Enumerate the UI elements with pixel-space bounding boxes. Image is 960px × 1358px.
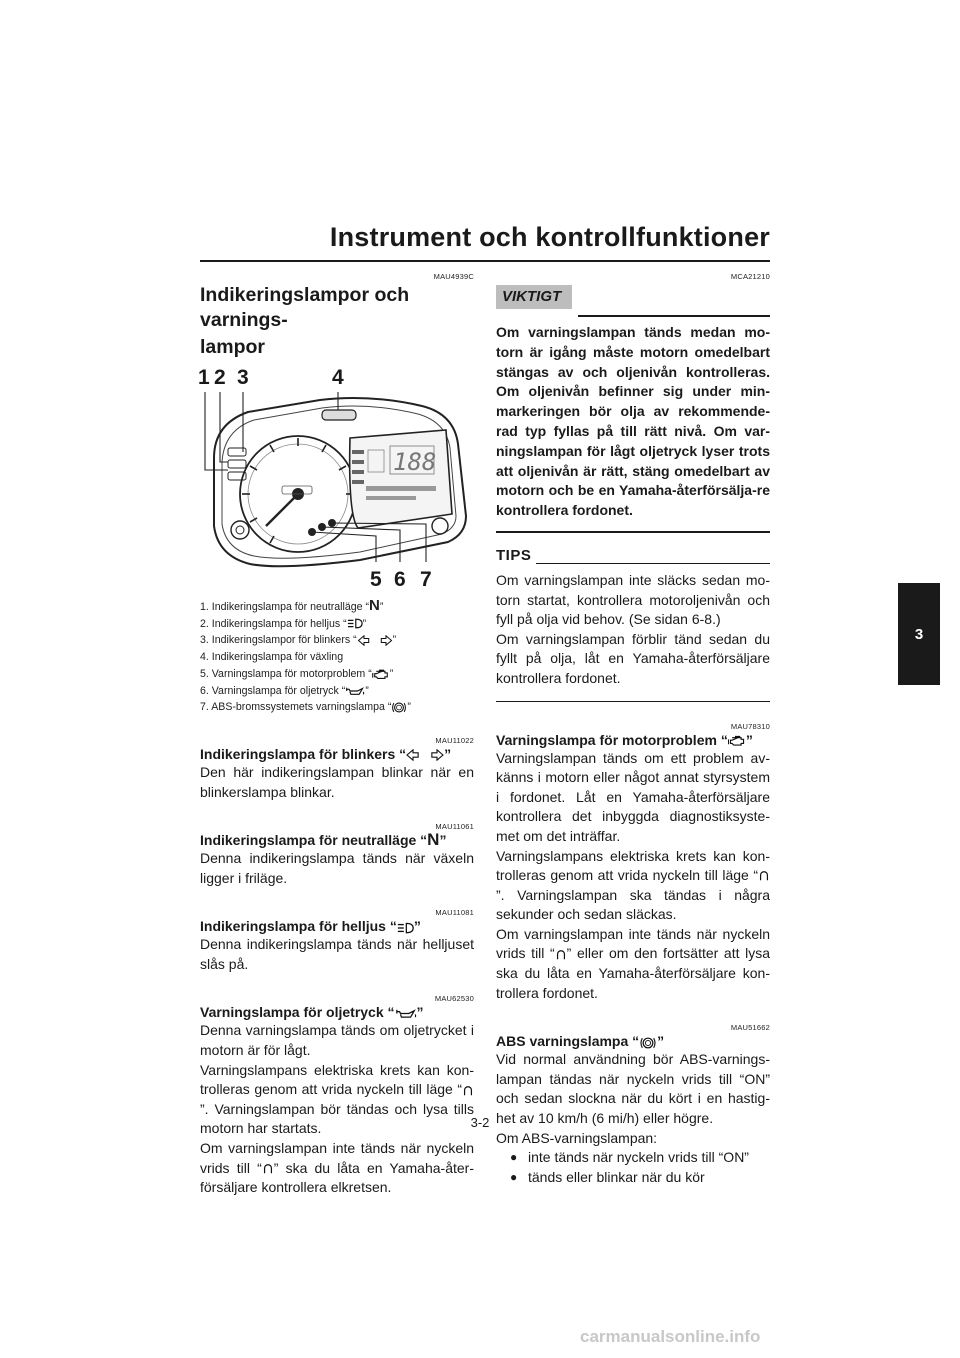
caution-end-rule: [496, 531, 770, 533]
neutral-n-icon: N: [369, 597, 380, 614]
callout-1: 1: [198, 366, 210, 389]
caution-label: VIKTIGT: [496, 285, 572, 309]
callout-3: 3: [237, 366, 249, 389]
section-heading: ABS varningslampa “ ”: [496, 1033, 665, 1050]
chapter-tab: 3: [898, 583, 940, 685]
neutral-n-icon: N: [427, 830, 440, 850]
section-body: Denna indikeringslampa tänds när växeln ligger i friläge.: [200, 850, 474, 886]
key-on-icon: [555, 949, 567, 961]
bullet-list: [496, 1148, 770, 1187]
tips-label: TIPS: [496, 546, 532, 564]
tips-rule: [536, 563, 770, 564]
caution-body: Om varningslampan tänds medan mo-torn är igång måste motorn omedelbart stängas av och oljenivån kontrolleras. Om oljenivån befinner sig under min-markeringen bör olja av rekommende-rad typ fyllas på till rätt nivå. Om var-ningslampan för lågt oljetryck lyser trots att oljenivån är rätt, stäng omedelbart av motorn och be en Yamaha-återförsälja-re kontrollera fordonet.: [496, 324, 770, 519]
callout-6: 6: [394, 568, 406, 591]
figure-legend: [200, 598, 474, 716]
engine-icon: [728, 735, 746, 747]
legend-item: 4. Indikeringslampa för växling: [200, 651, 344, 664]
high-beam-icon: [347, 618, 363, 629]
header-rule: [200, 260, 770, 262]
section-heading: Varningslampa för motorproblem “ ”: [496, 731, 753, 748]
abs-icon: [639, 1036, 657, 1050]
tips-body: Om varningslampan inte släcks sedan mo-torn startat, kontrollera motoroljenivån och fyll på olja vid behov. (Se sidan 6-8.): [496, 571, 770, 628]
section-body: Denna indikeringslampa tänds när helljuset slås på.: [200, 936, 474, 972]
section-heading-line2: lampor: [200, 336, 266, 358]
caution-code: MCA21210: [730, 272, 770, 281]
oil-can-icon: [345, 686, 365, 696]
right-column: [496, 272, 770, 1187]
section-body: Om varningslampan inte tänds när nyckeln vrids till “ ” eller om den fortsätter att lysa ska du låta en Yamaha-återförsäljare kon-trollera fordonet.: [496, 925, 770, 1001]
page-title: Instrument och kontrollfunktioner: [329, 222, 770, 252]
legend-item: 1. Indikeringslampa för neutralläge “N”: [200, 597, 384, 614]
callout-4: 4: [332, 366, 344, 389]
list-item: ● tänds eller blinkar när du kör: [510, 1168, 770, 1188]
page-header: [200, 222, 770, 262]
high-beam-icon: [397, 922, 414, 934]
section-body: Vid normal användning bör ABS-varnings-lampan tändas när nyckeln vrids till “ON” och sedan slockna när du kört i en hastig-het av 10 km/h (6 mi/h) eller högre.: [496, 1051, 770, 1127]
section-code: MAU51662: [730, 1023, 770, 1033]
caution-header: [496, 283, 770, 313]
legend-item: 5. Varningslampa för motorproblem “ ”: [200, 667, 394, 680]
abs-icon: [391, 701, 407, 714]
left-column: [200, 272, 474, 1198]
key-on-icon: [262, 1163, 274, 1175]
callout-2: 2: [214, 366, 226, 389]
section-body: Varningslampan tänds om ett problem av-känns i motorn eller något annat styrsystem i fordonet. Låt en Yamaha-återförsäljare kontrollera det inbyggda diagnostiksyste-met om det inträffar.: [496, 749, 770, 844]
section-body: Varningslampans elektriska krets kan kon-trolleras genom att vrida nyckeln till läge “”. Varningslampan ska tändas i några sekunder och sedan släckas.: [496, 847, 770, 923]
section-body: Denna varningslampa tänds om oljetrycket i motorn är för lågt.: [200, 1022, 474, 1059]
section-heading-line1: Indikeringslampor och varnings-: [200, 284, 410, 331]
instrument-cluster-illustration: [200, 366, 474, 594]
section-code: MAU78310: [730, 721, 770, 731]
turn-signal-icon: [406, 749, 444, 761]
key-on-icon: [758, 870, 770, 882]
section-heading: Indikeringslampa för helljus “ ”: [200, 918, 421, 935]
oil-can-icon: [395, 1008, 417, 1019]
callout-7: 7: [420, 568, 432, 591]
section-code: MAU11022: [435, 735, 474, 745]
section-code: MAU11081: [435, 908, 474, 918]
engine-icon: [372, 669, 390, 680]
key-on-icon: [462, 1085, 474, 1097]
section-code: MAU11061: [435, 822, 474, 832]
section-code: MAU62530: [434, 994, 474, 1004]
legend-item: 3. Indikeringslampor för blinkers “ ”: [200, 634, 397, 647]
legend-item: 2. Indikeringslampa för helljus “ ”: [200, 617, 367, 630]
list-item: ● inte tänds när nyckeln vrids till “ON”: [510, 1148, 770, 1168]
callout-5: 5: [370, 568, 382, 591]
section-heading: Indikeringslampa för blinkers “ ”: [200, 745, 452, 762]
section-body: Om varningslampan inte tänds när nyckeln vrids till “ ” ska du låta en Yamaha-åter-försäljare kontrollera elkretsen.: [200, 1140, 474, 1196]
section-code: MAU4939C: [433, 272, 474, 281]
section-heading: Varningslampa för oljetryck “ ”: [200, 1004, 424, 1021]
tips-body: Om varningslampan förblir tänd sedan du fyllt på olja, låt en Yamaha-återförsäljare kontrollera fordonet.: [496, 630, 770, 686]
section-body: Den här indikeringslampan blinkar när en blinkerslampa blinkar.: [200, 763, 474, 800]
section-heading: Indikeringslampa för neutralläge “N”: [200, 830, 447, 850]
legend-item: 6. Varningslampa för oljetryck “ ”: [200, 684, 369, 697]
watermark: carmanualsonline.info: [580, 1327, 761, 1346]
svg-text:188: 188: [393, 448, 437, 476]
instrument-figure: [200, 366, 474, 594]
legend-item: 7. ABS-bromssystemets varningslampa “ ”: [200, 701, 411, 714]
section-body: Om ABS-varningslampan:: [496, 1129, 658, 1146]
page-number: 3-2: [470, 1115, 490, 1130]
tips-header: [496, 547, 770, 567]
caution-rule: [578, 315, 770, 317]
section-body: Varningslampans elektriska krets kan kon-trolleras genom att vrida nyckeln till läge “”. Varningslampan bör tändas och lysa tills motorn har startats.: [200, 1061, 474, 1137]
tips-end-rule: [496, 701, 770, 702]
turn-signal-icon: [357, 635, 393, 646]
